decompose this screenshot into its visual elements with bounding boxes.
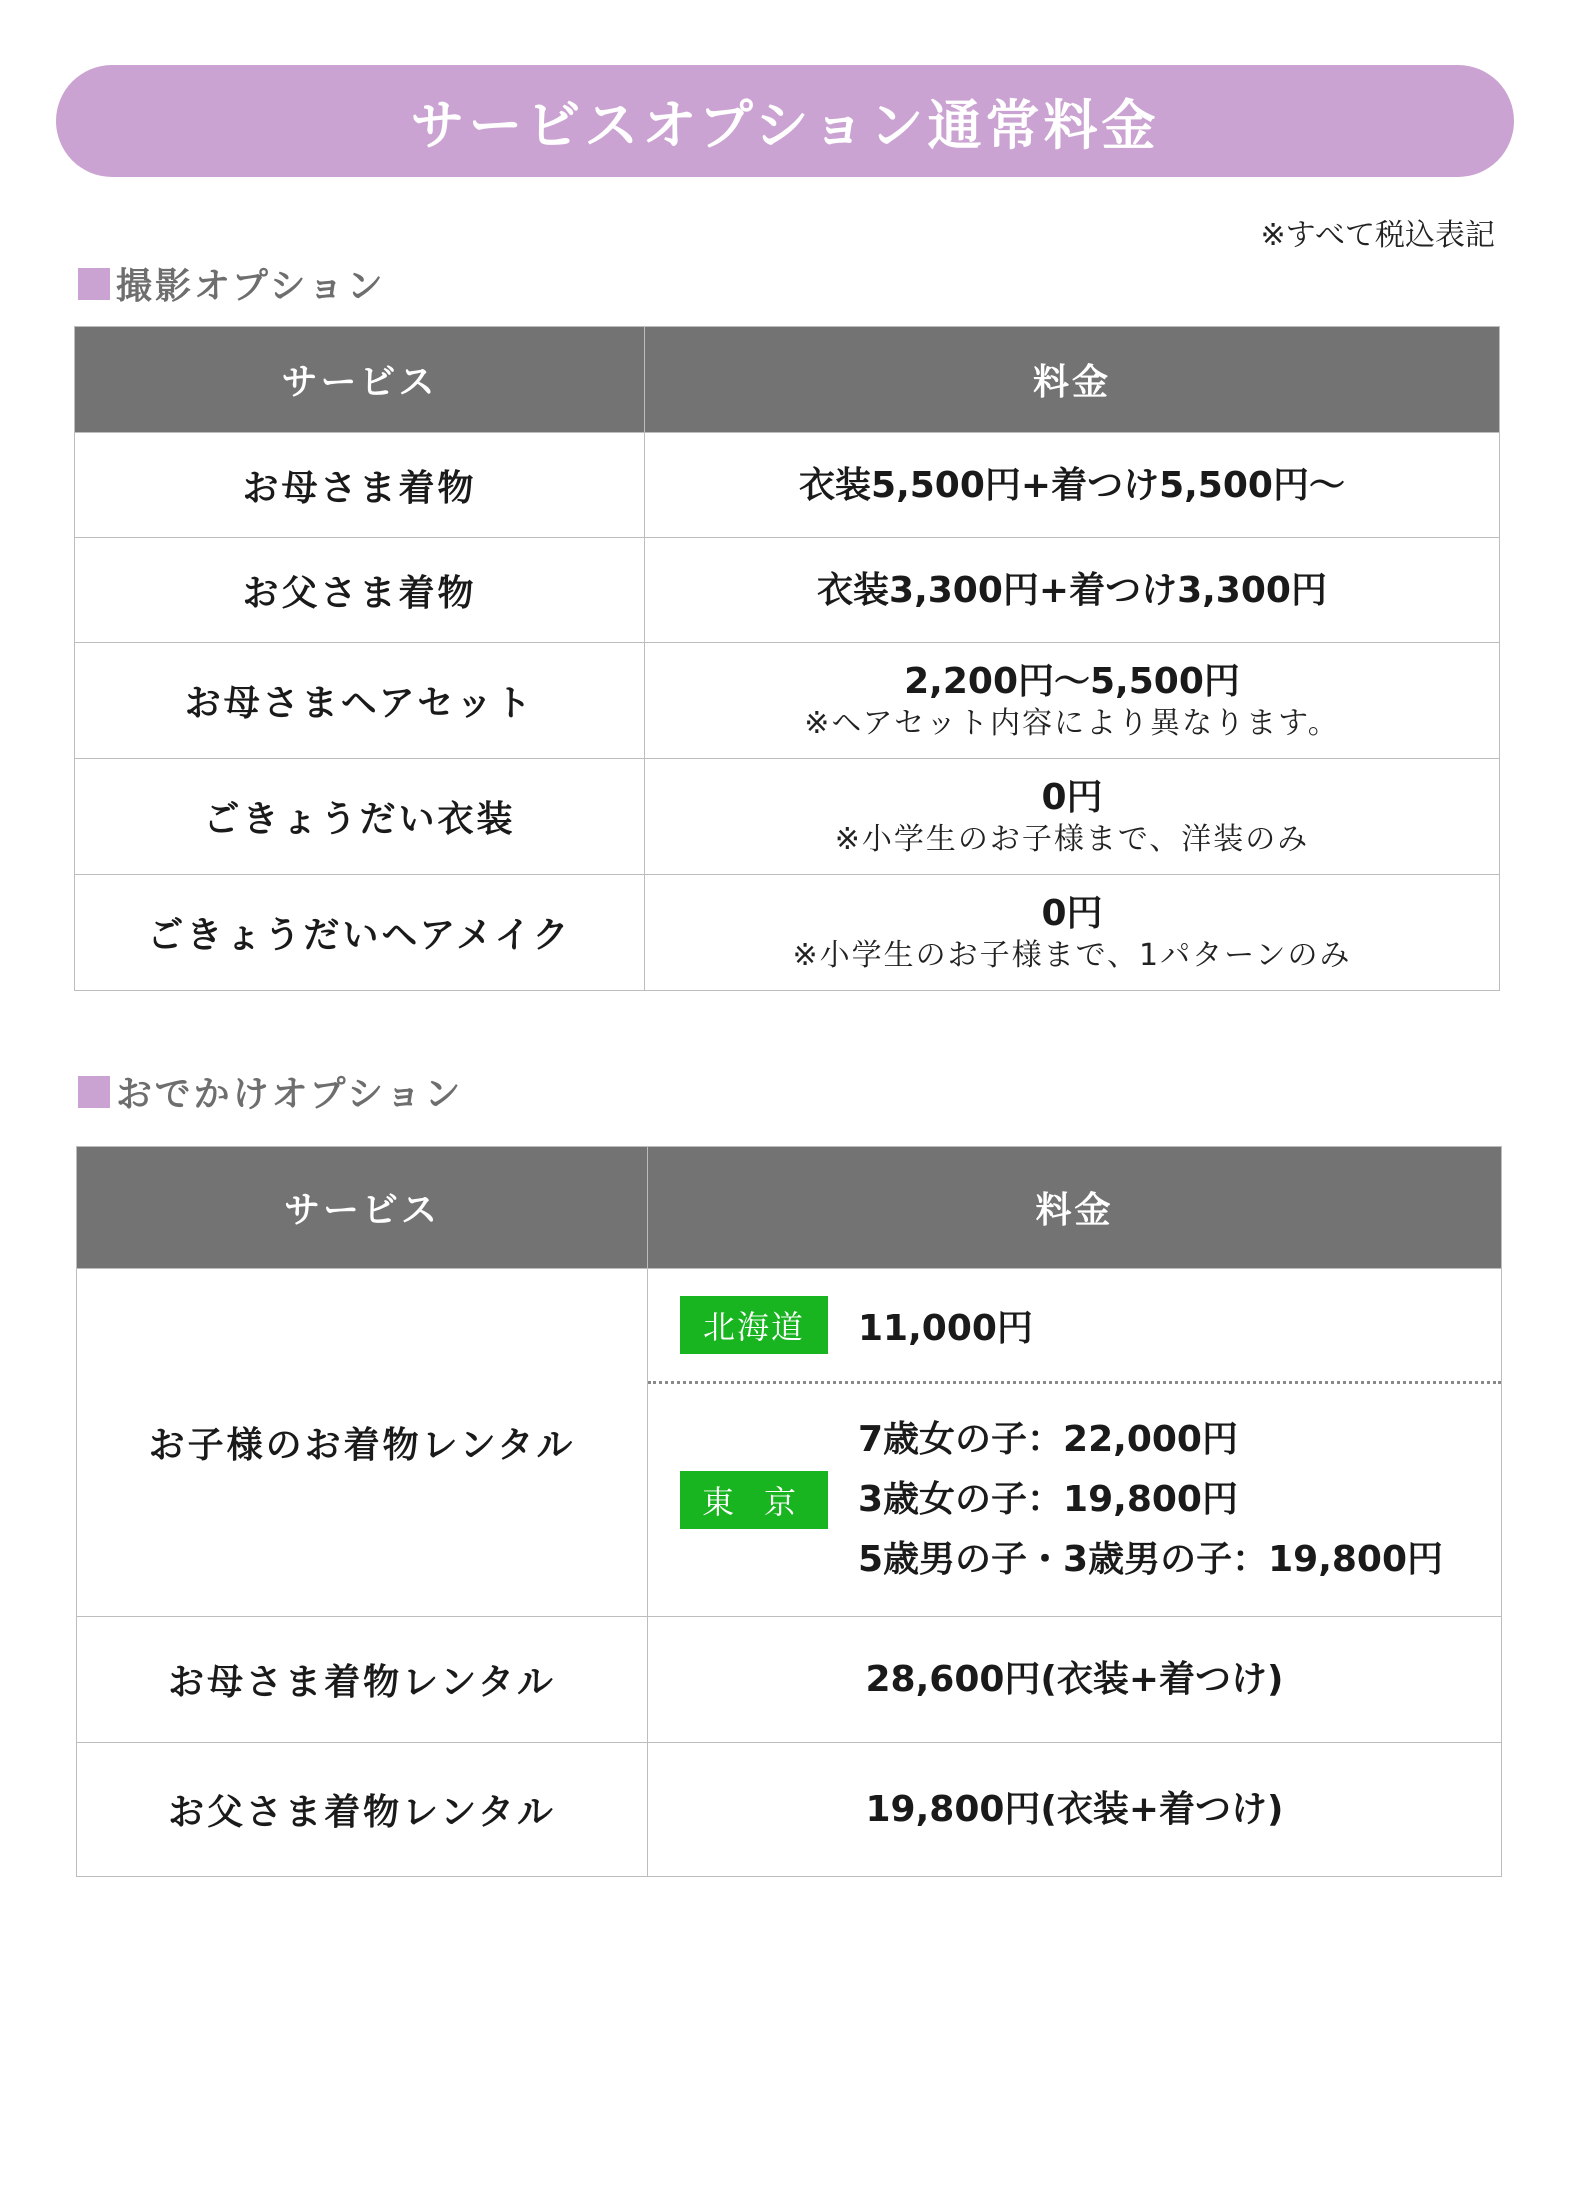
tax-note: ※すべて税込表記 — [1260, 218, 1495, 253]
price-text: 衣装5,500円+着つけ5,500円〜 — [799, 464, 1345, 506]
price-note: ※小学生のお子様まで、洋装のみ — [834, 821, 1310, 857]
outing-options-table — [76, 1146, 1502, 1877]
service-cell: ごきょうだい衣装 — [75, 759, 645, 875]
price-note: ※ヘアセット内容により異なります。 — [804, 705, 1340, 741]
photo-section-title — [78, 258, 386, 309]
outing-section-title — [78, 1066, 463, 1117]
price-note: ※小学生のお子様まで、1パターンのみ — [792, 937, 1352, 973]
hokkaido-price: 11,000円 — [858, 1307, 1033, 1349]
header-price: 料金 — [648, 1147, 1502, 1269]
tokyo-price-line: 3歳女の子：19,800円 — [858, 1479, 1238, 1520]
table-row — [75, 538, 1500, 643]
table-row — [77, 1269, 1502, 1617]
tokyo-tag: 東京 — [680, 1471, 828, 1529]
page-title: サービスオプション通常料金 — [56, 65, 1514, 177]
table-row — [75, 759, 1500, 875]
table-row — [77, 1617, 1502, 1743]
hokkaido-price-row — [648, 1269, 1501, 1384]
price-text: 2,200円〜5,500円 — [904, 660, 1240, 702]
table-row — [77, 1743, 1502, 1877]
service-cell: ごきょうだいヘアメイク — [75, 875, 645, 991]
table-row — [75, 433, 1500, 538]
price-text: 衣装3,300円+着つけ3,300円 — [817, 569, 1327, 611]
tokyo-price-line: 7歳女の子：22,000円 — [858, 1419, 1238, 1460]
service-cell: お子様のお着物レンタル — [77, 1269, 648, 1617]
price-text: 19,800円(衣装+着つけ) — [865, 1789, 1284, 1830]
tokyo-prices — [858, 1410, 1443, 1590]
table-header-row — [75, 327, 1500, 433]
price-cell — [648, 1743, 1502, 1877]
header-service: サービス — [75, 327, 645, 433]
hokkaido-tag: 北海道 — [680, 1296, 828, 1354]
photo-section-label: 撮影オプション — [116, 266, 386, 307]
table-header-row — [77, 1147, 1502, 1269]
price-cell — [648, 1269, 1502, 1617]
header-service: サービス — [77, 1147, 648, 1269]
tokyo-price-line: 5歳男の子・3歳男の子：19,800円 — [858, 1539, 1444, 1580]
price-cell — [645, 538, 1500, 643]
price-text: 28,600円(衣装+着つけ) — [865, 1659, 1284, 1700]
service-cell: お父さま着物 — [75, 538, 645, 643]
price-cell — [648, 1617, 1502, 1743]
service-cell: お母さま着物 — [75, 433, 645, 538]
service-cell: お母さま着物レンタル — [77, 1617, 648, 1743]
price-cell — [645, 759, 1500, 875]
service-cell: お母さまヘアセット — [75, 643, 645, 759]
table-row — [75, 643, 1500, 759]
photo-options-table — [74, 326, 1500, 991]
table-row — [75, 875, 1500, 991]
header-price: 料金 — [645, 327, 1500, 433]
price-cell — [645, 643, 1500, 759]
price-cell — [645, 433, 1500, 538]
section-marker-icon — [78, 268, 110, 300]
outing-section-label: おでかけオプション — [116, 1074, 464, 1115]
price-text: 0円 — [1041, 776, 1103, 818]
service-cell: お父さま着物レンタル — [77, 1743, 648, 1877]
tokyo-price-row — [648, 1384, 1501, 1616]
price-text: 0円 — [1041, 892, 1103, 934]
price-cell — [645, 875, 1500, 991]
section-marker-icon — [78, 1076, 110, 1108]
